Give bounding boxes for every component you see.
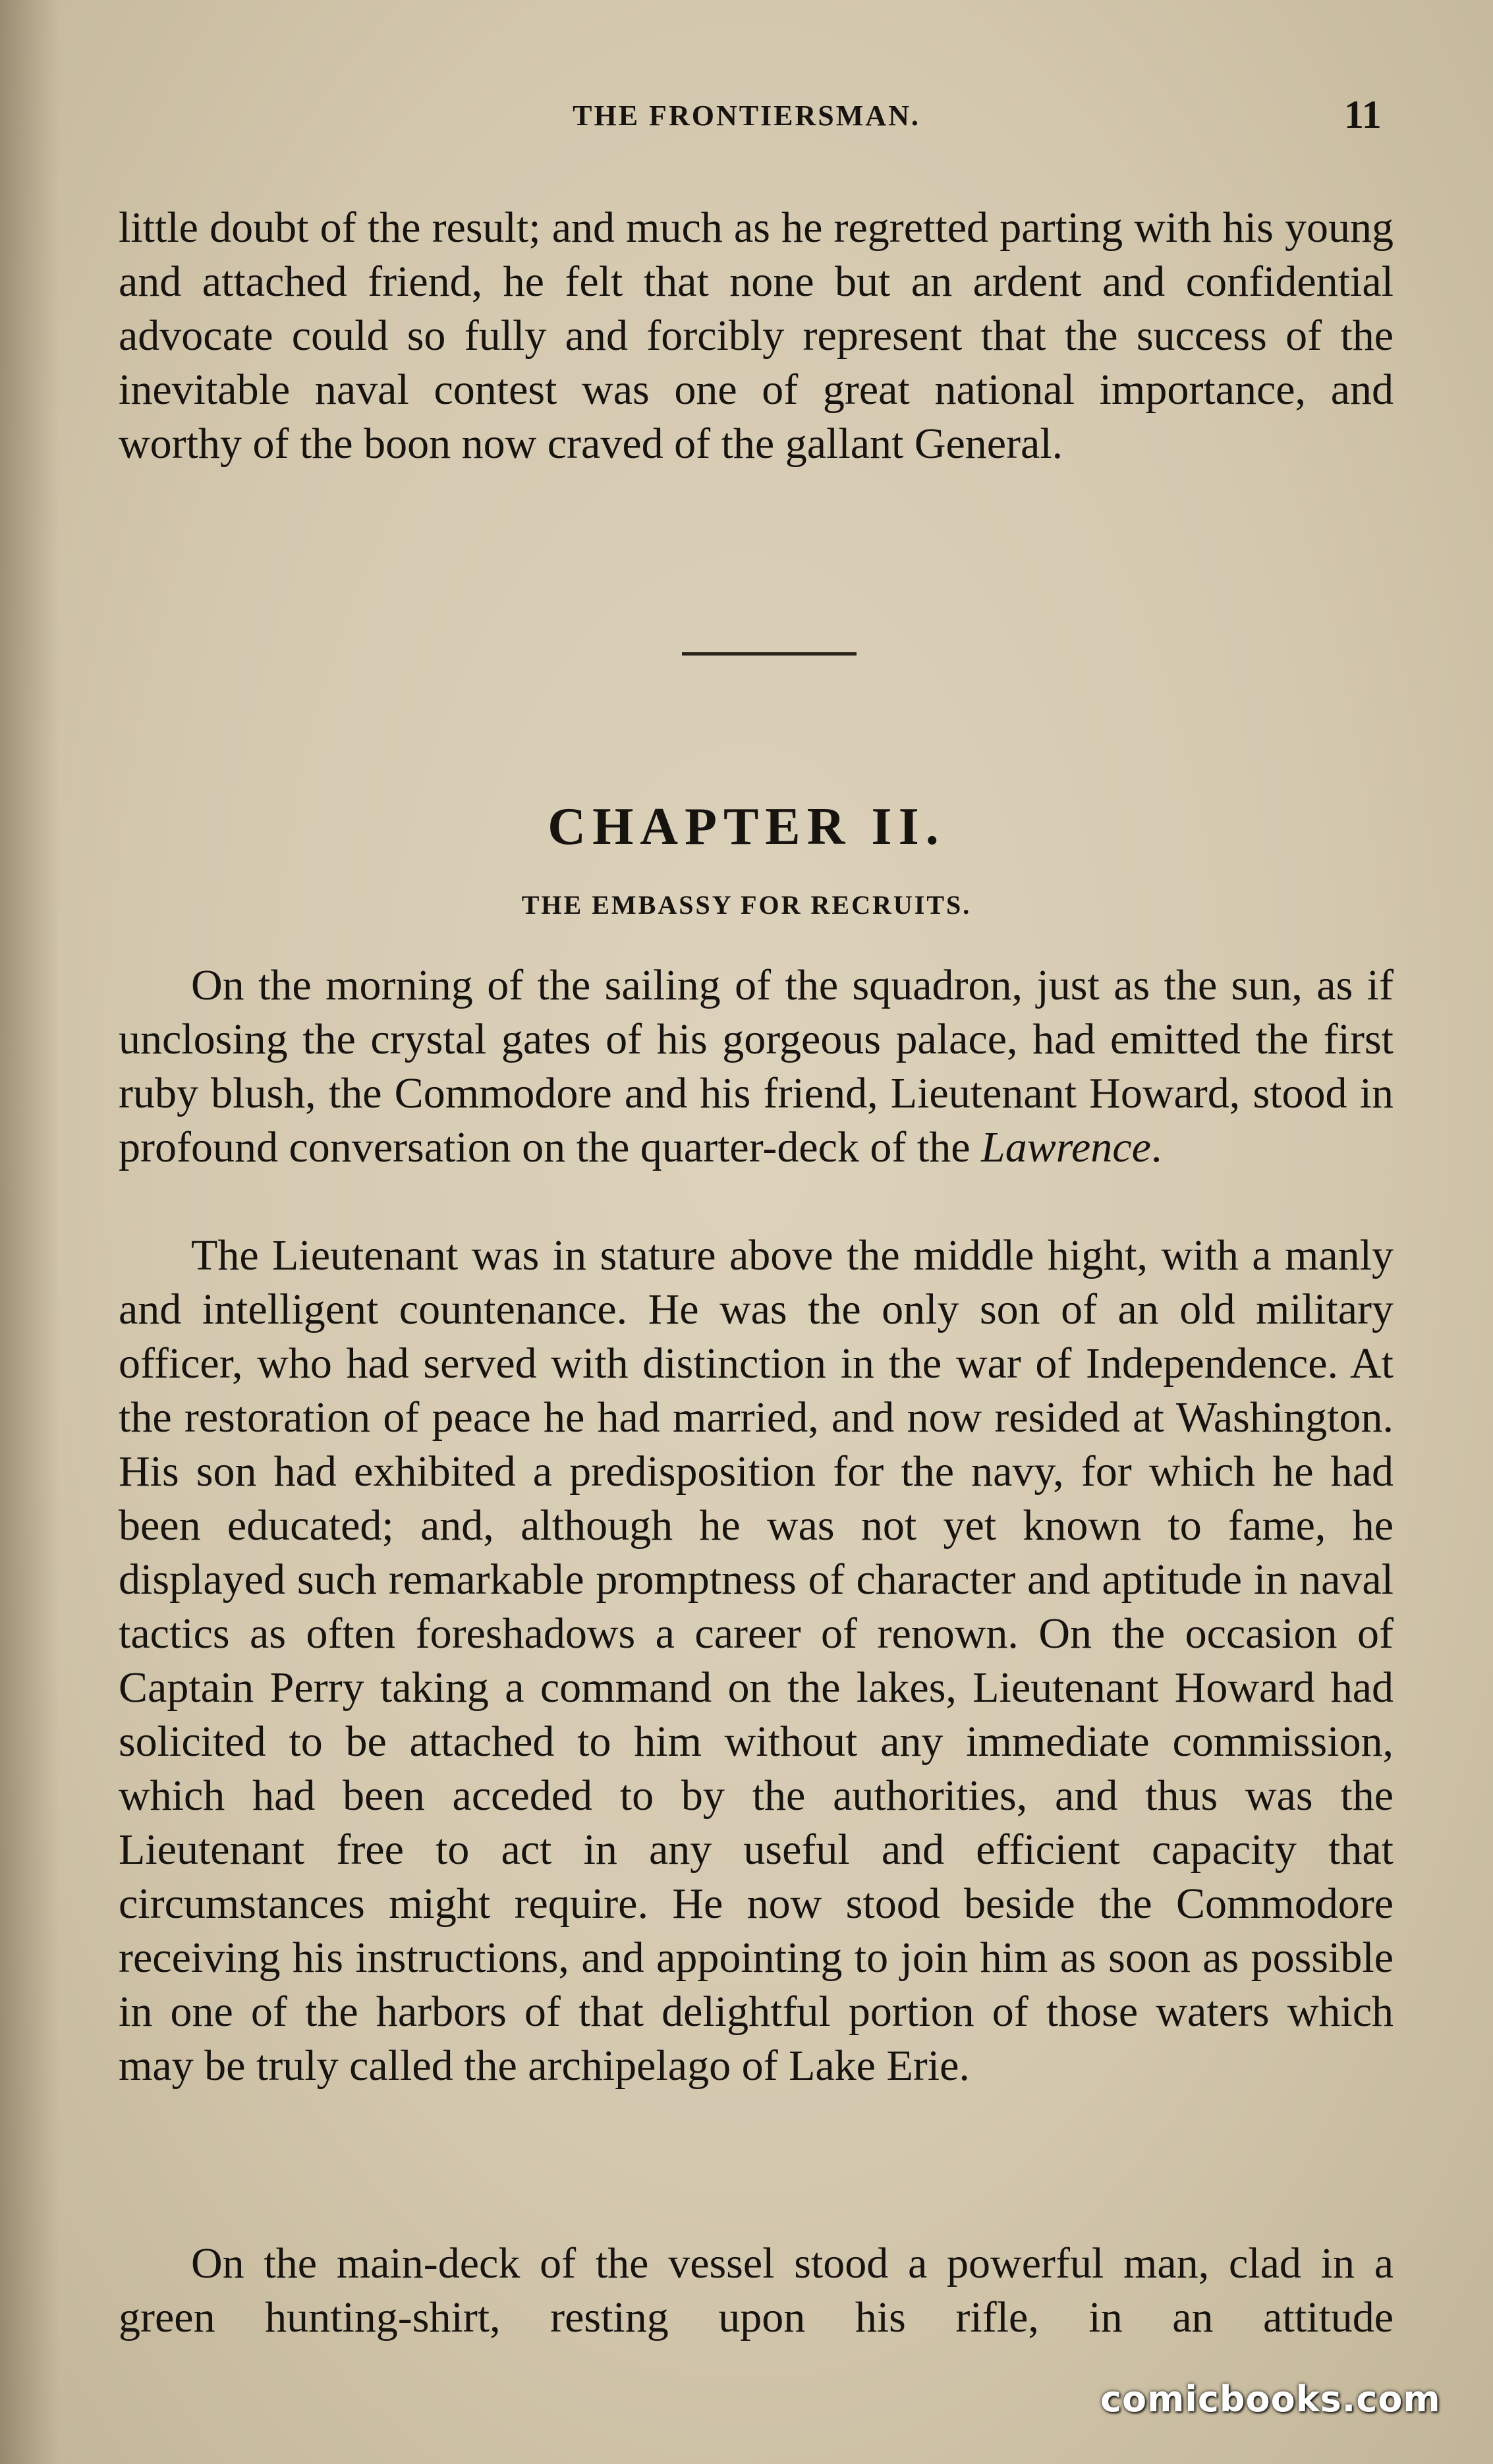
opening-paragraph: little doubt of the result; and much as he regretted parting with his young and attached friend, he felt that none but an ardent and confidential advocate could so fully and forcibly represent that the success of the inevitable naval contest was one of great national importance, and worthy of the boon now craved of the gallant General.	[119, 204, 1394, 468]
chapter-paragraph-2: The Lieutenant was in stature above the middle hight, with a manly and intelligent countenance. He was the only son of an old military officer, who had served with distinction in the war of Independence. At the restoration of peace he had married, and now resided at Washington. His son had exhibited a predisposition for the navy, for which he had been educated; and, although he was not yet known to fame, he displayed such remarkable promptness of character and aptitude in naval tactics as often foreshadows a career of renown. On the occasion of Captain Perry taking a command on the lakes, Lieutenant Howard had solicited to be attached to him without any immediate commission, which had been acceded to by the authorities, and thus was the Lieutenant free to act in any useful and efficient capacity that circumstances might require. He now stood beside the Commodore receiving his instructions, and appointing to join him as soon as possible in one of the harbors of that delightful portion of those waters which may be truly called the archipelago of Lake Erie.	[119, 1231, 1394, 2090]
ship-name: Lawrence	[981, 1123, 1151, 1171]
paragraph-1-text: On the morning of the sailing of the squadron, just as the sun, as if unclosing the crystal gates of his gorgeous palace, had emitted the first ruby blush, the Commodore and his friend, Lieutenant Howard, stood in profound conversation on the quarter-deck of the	[119, 961, 1394, 1171]
gutter-shadow	[0, 0, 59, 2464]
chapter-paragraph-3: On the main-deck of the vessel stood a powerful man, clad in a green hunting-shirt, resting upon his rifle, in an attitude	[119, 2239, 1394, 2341]
section-divider-rule	[682, 652, 857, 656]
running-title: THE FRONTIERSMAN.	[573, 99, 920, 132]
page-number: 11	[1344, 93, 1382, 136]
chapter-subtitle: THE EMBASSY FOR RECRUITS.	[521, 890, 972, 920]
chapter-paragraph-1	[119, 959, 1394, 1175]
paragraph-1-end: .	[1150, 1123, 1162, 1171]
chapter-title: CHAPTER II.	[548, 798, 945, 856]
watermark: comicbooks.com	[1100, 2378, 1441, 2420]
